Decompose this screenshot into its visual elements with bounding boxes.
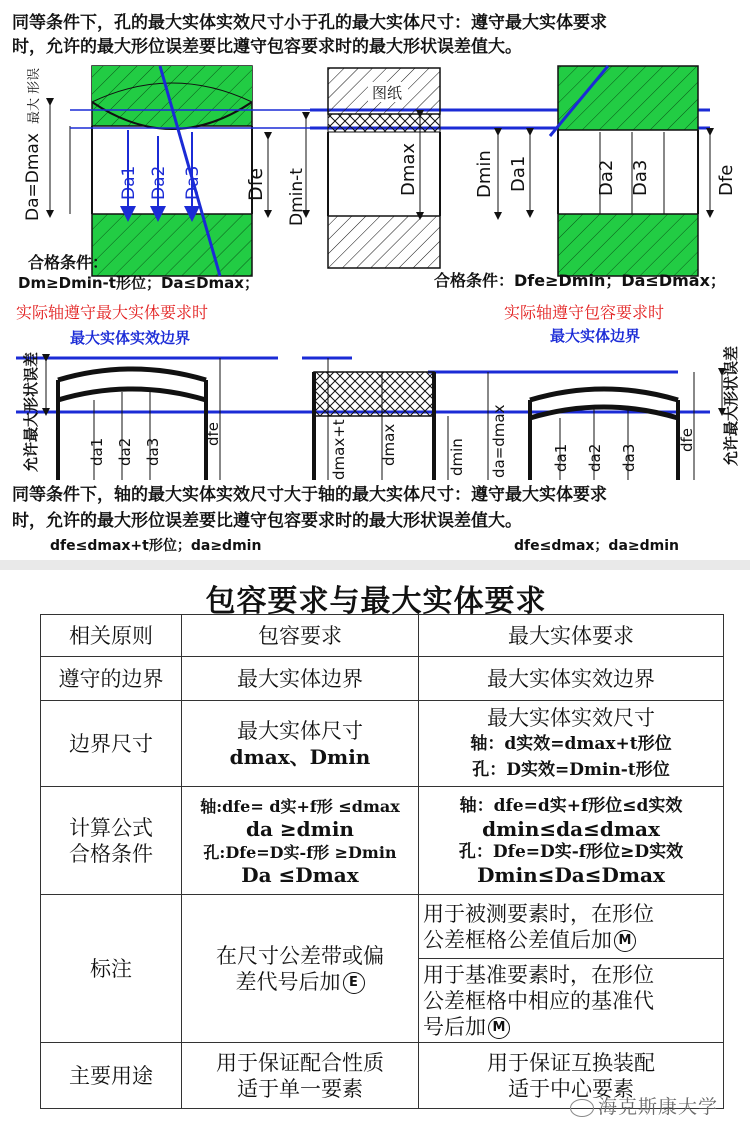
comparison-table	[40, 614, 724, 1109]
hole-mmr-title: 合格条件：	[28, 253, 109, 272]
label-da-dmax: da=dmax	[490, 404, 508, 478]
label-da1-right: da1	[552, 443, 570, 472]
hole-env-cond: 合格条件：Dfe≥Dmin；Da≤Dmax；	[434, 271, 726, 290]
label-dmax: dmax	[380, 423, 398, 466]
cell-boundary-label: 遵守的边界	[41, 657, 182, 701]
cell-use-label: 主要用途	[41, 1043, 182, 1109]
shaft-mmr-cond: dfe≤dmax+t形位；da≥dmin	[50, 538, 262, 554]
table-row-boundary	[41, 657, 724, 701]
table-row-mark-a	[41, 895, 724, 959]
label-dfe-right: dfe	[678, 427, 696, 452]
label-da3-right: da3	[620, 443, 638, 472]
wechat-icon	[570, 1099, 594, 1117]
cell-formula-envelope	[182, 787, 419, 895]
mark-mmr-b-l2: 公差框格中相应的基准代	[423, 988, 654, 1013]
tolerance-diagram	[10, 6, 742, 558]
label-Dmin: Dmin	[474, 150, 495, 198]
header-envelope: 包容要求	[182, 615, 419, 657]
shaft-heading-line1: 同等条件下，轴的最大实体实效尺寸大于轴的最大实体尺寸：遵守最大实体要求	[12, 485, 607, 505]
mmb-label: 最大实体边界	[550, 327, 641, 345]
envelope-symbol-icon: E	[343, 972, 365, 994]
label-Dfe-right: Dfe	[716, 164, 737, 196]
header-mmr: 最大实体要求	[419, 615, 724, 657]
size-mmr-l3: 孔：D实效=Dmin-t形位	[472, 759, 670, 780]
cell-mark-envelope	[182, 895, 419, 1043]
table-row-size	[41, 701, 724, 787]
cell-size-mmr	[419, 701, 724, 787]
cell-size-envelope	[182, 701, 419, 787]
label-Da2-right: Da2	[596, 159, 617, 196]
label-Da3: Da3	[183, 165, 203, 200]
shaft-mmr-title: 实际轴遵守最大实体要求时	[16, 303, 209, 322]
table-title: 包容要求与最大实体要求	[205, 584, 547, 619]
cell-use-envelope	[182, 1043, 419, 1109]
cell-boundary-mmr: 最大实体实效边界	[419, 657, 724, 701]
cell-formula-mmr	[419, 787, 724, 895]
formula-label-l1: 计算公式	[69, 815, 153, 840]
use-mmr-l2: 适于中心要素	[508, 1076, 634, 1101]
mmvb-label: 最大实体实效边界	[70, 329, 191, 347]
use-envelope-l1: 用于保证配合性质	[216, 1050, 384, 1075]
mark-mmr-b-l1: 用于基准要素时，在形位	[423, 962, 654, 987]
watermark-text: 海克斯康大学	[597, 1096, 718, 1118]
watermark	[570, 1092, 718, 1119]
label-dfe: dfe	[204, 421, 222, 446]
label-da2-right: da2	[586, 443, 604, 472]
mark-envelope-l1: 在尺寸公差带或偏	[216, 943, 384, 968]
label-Da1-right: Da1	[508, 155, 529, 192]
label-Da-Dmax: Da=Dmax	[23, 133, 43, 221]
cell-formula-label	[41, 787, 182, 895]
header-principle: 相关原则	[41, 615, 182, 657]
table-row-header	[41, 615, 724, 657]
formula-mmr-l3: 孔：Dfe=D实-f形位≥D实效	[458, 841, 684, 862]
label-drawing: 图纸	[372, 84, 403, 102]
label-da2: da2	[116, 437, 134, 466]
use-envelope-l2: 适于单一要素	[237, 1076, 363, 1101]
mark-mmr-b-l3-text: 号后加	[423, 1014, 486, 1039]
formula-envelope-l3: 孔:Dfe=D实-f形 ≥Dmin	[203, 842, 397, 862]
hole-heading-line2: 时，允许的最大形位误差要比遵守包容要求时的最大形状误差值大。	[12, 37, 522, 57]
comparison-section	[12, 570, 740, 1118]
shaft-env-cond: dfe≤dmax；da≥dmin	[514, 538, 679, 554]
label-da3: da3	[144, 437, 162, 466]
formula-mmr-l4: Dmin≤Da≤Dmax	[477, 862, 665, 887]
size-mmr-l1: 最大实体实效尺寸	[487, 705, 655, 730]
mark-mmr-b-l3	[423, 1014, 719, 1040]
cell-mark-label: 标注	[41, 895, 182, 1043]
cell-size-label: 边界尺寸	[41, 701, 182, 787]
cell-mark-mmr-datum	[419, 959, 724, 1043]
formula-envelope-l1: 轴:dfe= d实+f形 ≤dmax	[200, 796, 400, 816]
label-Da3-right: Da3	[630, 159, 651, 196]
cell-mark-mmr-feature	[419, 895, 724, 959]
label-Dfe: Dfe	[245, 167, 267, 201]
formula-envelope-l2: da ≥dmin	[246, 816, 354, 841]
section-divider	[0, 560, 750, 570]
mark-mmr-a-l1: 用于被测要素时，在形位	[423, 901, 654, 926]
mmr-symbol-icon: M	[614, 930, 636, 952]
mark-mmr-a-l2-text: 公差框格公差值后加	[423, 927, 612, 952]
hole-heading-line1: 同等条件下，孔的最大实体实效尺寸小于孔的最大实体尺寸：遵守最大实体要求	[12, 13, 607, 33]
shaft-env-title: 实际轴遵守包容要求时	[504, 303, 665, 322]
label-dmax-t: dmax+t	[330, 419, 348, 480]
label-max-form-error: 最大 形误	[27, 67, 42, 124]
side-label-right: 允许最大形状误差	[722, 345, 740, 466]
cell-boundary-envelope: 最大实体边界	[182, 657, 419, 701]
mark-mmr-a-l2	[423, 927, 719, 953]
table-row-formula	[41, 787, 724, 895]
shaft-heading-line2: 时，允许的最大形位误差要比遵守包容要求时的最大形状误差值大。	[12, 511, 522, 531]
size-envelope-l1: 最大实体尺寸	[237, 718, 363, 743]
mark-envelope-l2-text: 差代号后加	[235, 969, 341, 994]
side-label-left: 允许最大形状误差	[22, 351, 40, 472]
label-dmin: dmin	[448, 438, 466, 476]
label-Dmin-t: Dmin-t	[287, 168, 307, 226]
hole-mmr-cond: Dm≥Dmin-t形位；Da≤Dmax；	[18, 274, 259, 292]
formula-label-l2: 合格条件	[69, 841, 153, 866]
mmr-datum-symbol-icon: M	[488, 1017, 510, 1039]
mark-envelope-l2	[186, 969, 414, 995]
size-mmr-l2: 轴：d实效=dmax+t形位	[470, 733, 672, 754]
formula-mmr-l1: 轴：dfe=d实+f形位≤d实效	[459, 795, 683, 816]
label-da1: da1	[88, 437, 106, 466]
use-mmr-l1: 用于保证互换装配	[487, 1050, 655, 1075]
formula-envelope-l4: Da ≤Dmax	[241, 862, 359, 887]
size-envelope-l2: dmax、Dmin	[229, 744, 371, 769]
formula-mmr-l2: dmin≤da≤dmax	[482, 816, 660, 841]
label-Da2: Da2	[149, 165, 169, 200]
label-Da1: Da1	[119, 165, 139, 200]
label-Dmax: Dmax	[398, 142, 419, 196]
